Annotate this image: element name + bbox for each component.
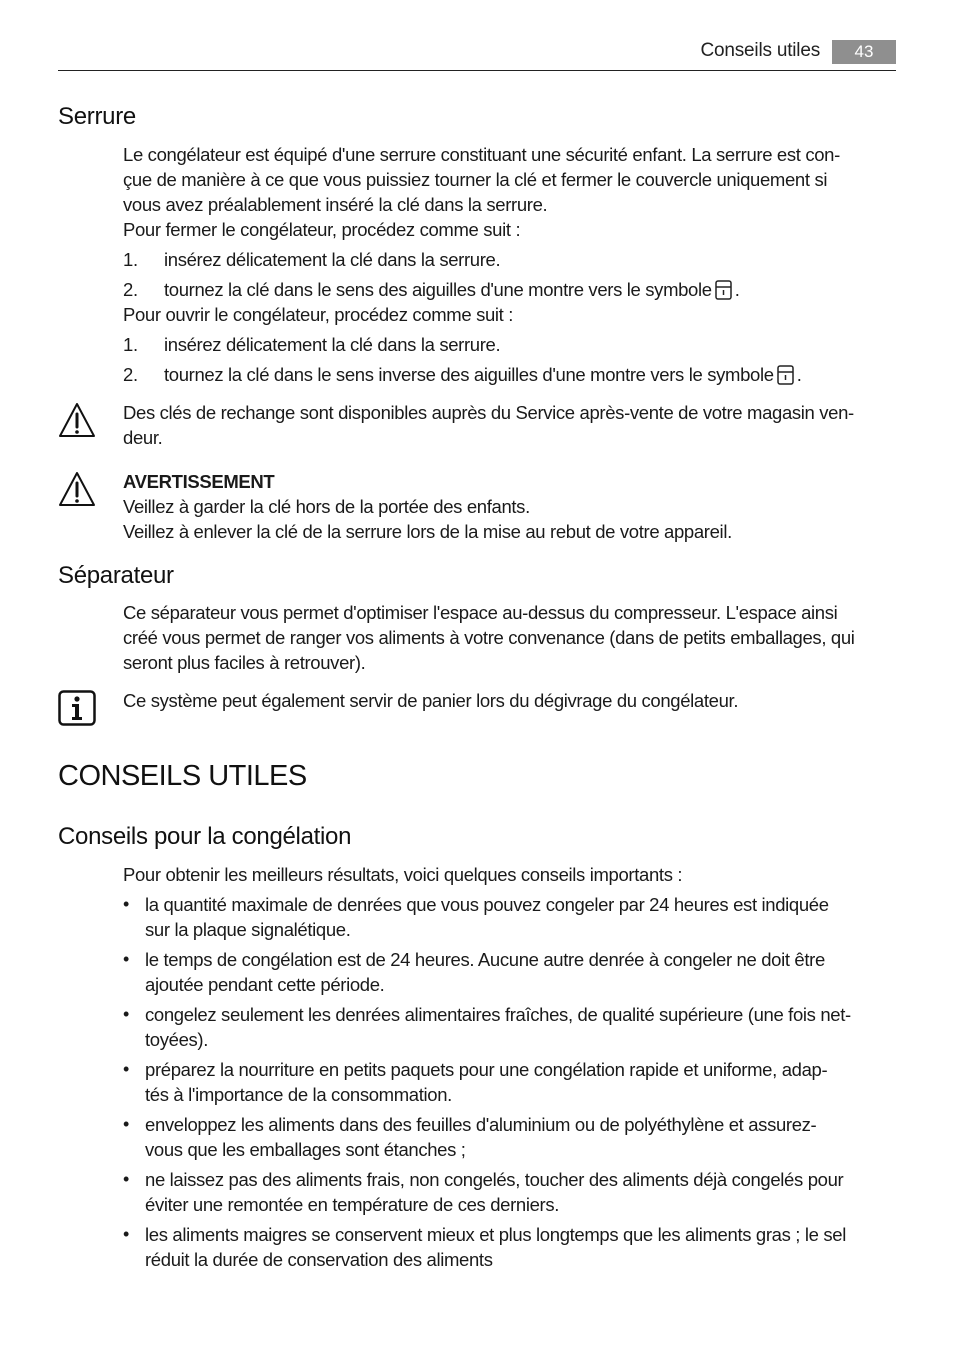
step-end: . bbox=[734, 279, 740, 300]
serrure-intro bbox=[123, 142, 898, 242]
step-number: 2. bbox=[123, 279, 138, 300]
bullet-mark: • bbox=[123, 1114, 129, 1134]
text-line: les aliments maigres se conservent mieux et plus longtemps que les aliments gras ; le sel bbox=[145, 1224, 846, 1245]
bullet-mark: • bbox=[123, 1004, 129, 1024]
text-line: çue de manière à ce que vous puissiez tourner la clé et fermer le couvercle uniquement si bbox=[123, 169, 828, 190]
separateur-text bbox=[123, 600, 898, 675]
lock-closed-icon bbox=[715, 280, 732, 300]
text-line: Le congélateur est équipé d'une serrure constituant une sécurité enfant. La serrure est con- bbox=[123, 144, 840, 165]
bullet-mark: • bbox=[123, 949, 129, 969]
running-header-title: Conseils utiles bbox=[700, 40, 820, 61]
text-line: seront plus faciles à retrouver). bbox=[123, 652, 366, 673]
separateur-info: Ce système peut également servir de panier lors du dégivrage du congélateur. bbox=[123, 690, 739, 711]
page-number-badge: 43 bbox=[832, 40, 896, 64]
section-heading-separateur: Séparateur bbox=[58, 562, 174, 589]
text-line: Veillez à enlever la clé de la serrure lors de la mise au rebut de votre appareil. bbox=[123, 521, 732, 542]
close-intro: Pour fermer le congélateur, procédez comme suit : bbox=[123, 219, 521, 240]
step-end: . bbox=[796, 364, 802, 385]
lock-open-icon bbox=[777, 365, 794, 385]
text-line: éviter une remontée en température de ces derniers. bbox=[145, 1194, 560, 1215]
text-line: ajoutée pendant cette période. bbox=[145, 974, 385, 995]
info-icon bbox=[58, 690, 96, 726]
text-line: vous avez préalablement inséré la clé dans la serrure. bbox=[123, 194, 548, 215]
spare-keys-note bbox=[123, 400, 898, 450]
section-heading-conseils-congelation: Conseils pour la congélation bbox=[58, 823, 352, 850]
text-line: Veillez à garder la clé hors de la portée des enfants. bbox=[123, 496, 530, 517]
page-header bbox=[58, 38, 896, 71]
text-line: ne laissez pas des aliments frais, non congelés, toucher des aliments déjà congelés pour bbox=[145, 1169, 844, 1190]
section-heading-serrure: Serrure bbox=[58, 103, 136, 130]
open-intro: Pour ouvrir le congélateur, procédez comme suit : bbox=[123, 304, 514, 325]
text-line: la quantité maximale de denrées que vous pouvez congeler par 24 heures est indiquée bbox=[145, 894, 829, 915]
bullet-mark: • bbox=[123, 894, 129, 914]
text-line: vous que les emballages sont étanches ; bbox=[145, 1139, 466, 1160]
warning-block bbox=[123, 469, 898, 544]
warning-triangle-icon bbox=[57, 401, 97, 439]
step-text: tournez la clé dans le sens inverse des aiguilles d'une montre vers le symbole bbox=[164, 364, 774, 385]
step-number: 1. bbox=[123, 249, 138, 270]
conseils-intro: Pour obtenir les meilleurs résultats, voici quelques conseils importants : bbox=[123, 864, 683, 885]
text-line: deur. bbox=[123, 427, 163, 448]
text-line: le temps de congélation est de 24 heures. Aucune autre denrée à congeler ne doit être bbox=[145, 949, 825, 970]
step-number: 1. bbox=[123, 334, 138, 355]
text-line: créé vous permet de ranger vos aliments à votre convenance (dans de petits emballages, qui bbox=[123, 627, 855, 648]
text-line: préparez la nourriture en petits paquets pour une congélation rapide et uniforme, adap- bbox=[145, 1059, 828, 1080]
step-number: 2. bbox=[123, 364, 138, 385]
text-line: congelez seulement les denrées alimentaires fraîches, de qualité supérieure (une fois net- bbox=[145, 1004, 851, 1025]
step-text: insérez délicatement la clé dans la serrure. bbox=[164, 249, 501, 270]
chapter-title: CONSEILS UTILES bbox=[58, 760, 307, 792]
bullet-mark: • bbox=[123, 1169, 129, 1189]
text-line: tés à l'importance de la consommation. bbox=[145, 1084, 452, 1105]
bullet-mark: • bbox=[123, 1224, 129, 1244]
step-text: tournez la clé dans le sens des aiguilles d'une montre vers le symbole bbox=[164, 279, 712, 300]
step-text: insérez délicatement la clé dans la serrure. bbox=[164, 334, 501, 355]
warning-title: AVERTISSEMENT bbox=[123, 471, 275, 492]
text-line: sur la plaque signalétique. bbox=[145, 919, 351, 940]
text-line: Ce séparateur vous permet d'optimiser l'espace au-dessus du compresseur. L'espace ainsi bbox=[123, 602, 838, 623]
text-line: Des clés de rechange sont disponibles auprès du Service après-vente de votre magasin ven- bbox=[123, 402, 854, 423]
bullet-mark: • bbox=[123, 1059, 129, 1079]
text-line: réduit la durée de conservation des aliments bbox=[145, 1249, 493, 1270]
warning-triangle-icon bbox=[57, 470, 97, 508]
text-line: enveloppez les aliments dans des feuilles d'aluminium ou de polyéthylène et assurez- bbox=[145, 1114, 817, 1135]
text-line: toyées). bbox=[145, 1029, 209, 1050]
